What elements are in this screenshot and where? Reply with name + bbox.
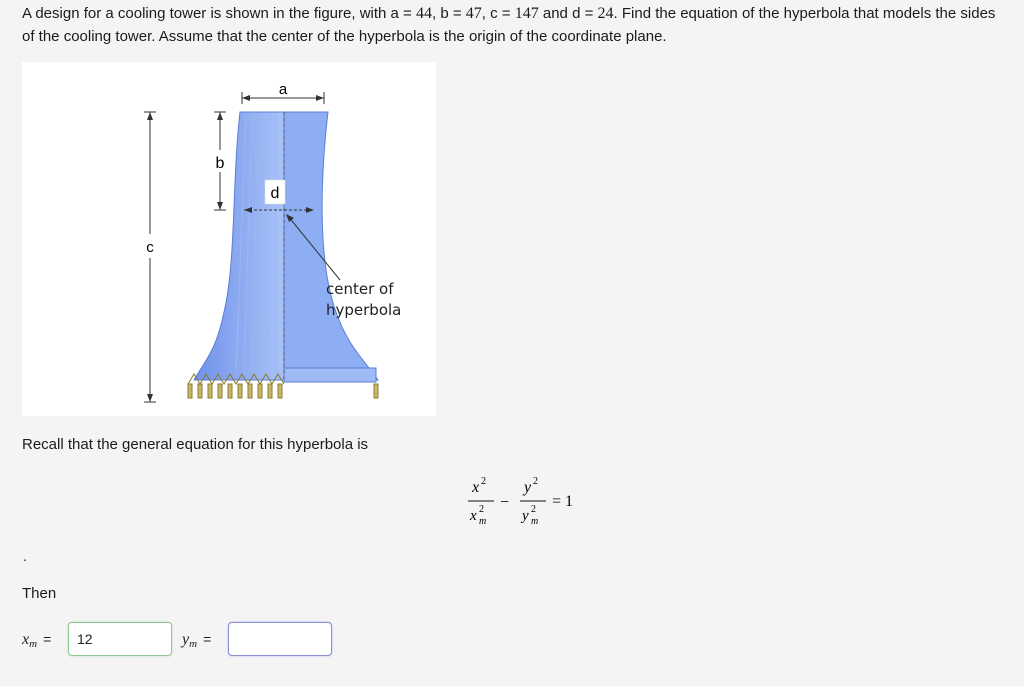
svg-text:m: m	[531, 516, 539, 527]
then-text: Then	[22, 585, 57, 602]
y-denominator: y	[522, 508, 529, 524]
ym-label: ym =	[182, 631, 212, 650]
tower-base-ring	[284, 368, 376, 382]
hyperbola-equation	[464, 470, 594, 530]
xm-label: xm =	[22, 631, 52, 650]
y-numerator: y	[524, 479, 532, 496]
label-d: d	[270, 185, 280, 202]
caption-line-1: center of	[326, 280, 394, 298]
x-numerator: x	[472, 479, 480, 496]
equals-one: = 1	[552, 493, 574, 510]
xm-input[interactable]	[68, 622, 172, 656]
recall-text: Recall that the general equation for this hyperbola is	[22, 436, 369, 453]
svg-text:2: 2	[481, 476, 486, 487]
value-c: 147	[514, 5, 539, 22]
caption-line-2: hyperbola	[326, 301, 402, 319]
value-b: 47	[465, 5, 482, 22]
tower-left-half	[194, 112, 284, 380]
label-c: c	[146, 239, 154, 256]
svg-text:2: 2	[531, 504, 536, 515]
question-text: A design for a cooling tower is shown in the figure, with a = 44, b = 47, c = 147 and d = 24. Find the equation of the hyperbola that models the sides of the cooling tower. Assume that the center of the hyperbola is the origin of the coordinate plane.	[22, 5, 996, 45]
ym-input[interactable]	[228, 622, 332, 656]
svg-text:2: 2	[479, 504, 484, 515]
x-denominator: x	[470, 508, 477, 524]
cooling-tower-figure	[22, 62, 436, 416]
svg-text:2: 2	[533, 476, 538, 487]
minus-sign: −	[500, 494, 510, 511]
answer-row	[22, 622, 422, 658]
stray-period: .	[23, 548, 27, 564]
value-a: 44	[415, 5, 432, 22]
question-panel	[8, 0, 1018, 686]
value-d: 24	[597, 5, 614, 22]
cooling-tower-diagram	[22, 62, 436, 416]
equation-svg	[464, 470, 594, 532]
svg-text:m: m	[479, 516, 487, 527]
tower-right-half	[284, 112, 378, 380]
label-a: a	[278, 81, 288, 98]
label-b: b	[215, 155, 225, 172]
